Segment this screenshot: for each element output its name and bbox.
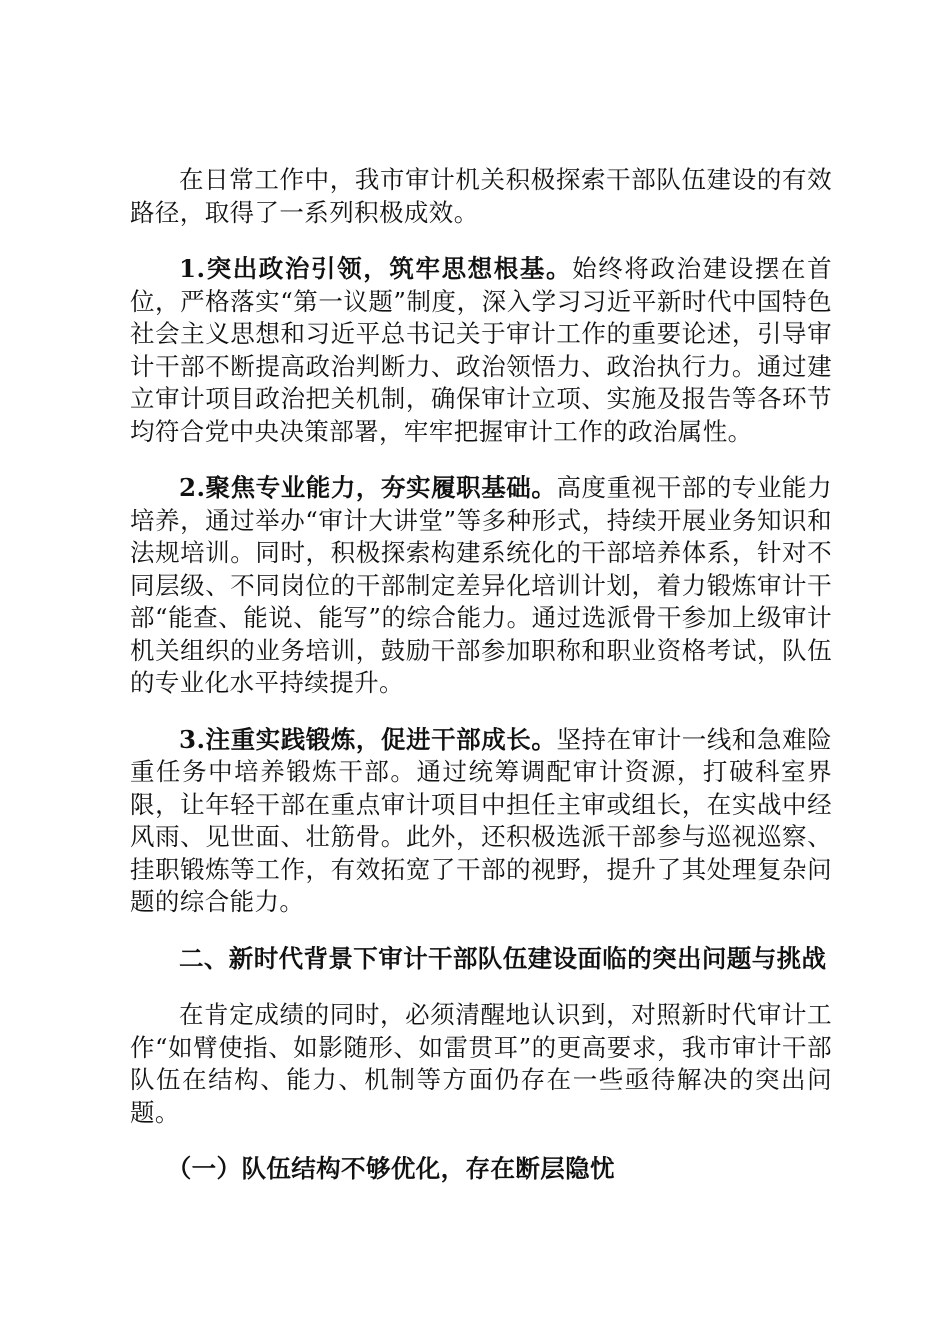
- paragraph-political-leadership: [130, 253, 832, 448]
- paragraph-practice-training: [130, 724, 832, 919]
- subsection-heading: （一）队伍结构不够优化，存在断层隐忧: [166, 1154, 615, 1183]
- section-intro-paragraph: [130, 999, 832, 1129]
- paragraph-lead: 1.突出政治引领，筑牢思想根基。: [179, 254, 573, 283]
- paragraph-body: 坚持在审计一线和急难险重任务中培养锻炼干部。通过统筹调配审计资源，打破科室界限，让年轻干部在重点审计项目中担任主审或组长，在实战中经风雨、见世面、壮筋骨。此外，还积极选派干部参与巡视巡察、挂职锻炼等工作，有效拓宽了干部的视野，提升了其处理复杂问题的综合能力。: [130, 724, 832, 916]
- paragraph-body: 始终将政治建设摆在首位，严格落实“第一议题”制度，深入学习习近平新时代中国特色社会主义思想和习近平总书记关于审计工作的重要论述，引导审计干部不断提高政治判断力、政治领悟力、政治执行力。通过建立审计项目政治把关机制，确保审计立项、实施及报告等各环节均符合党中央决策部署，牢牢把握审计工作的政治属性。: [130, 254, 833, 446]
- paragraph-professional-ability: [130, 472, 832, 700]
- paragraph-lead: 2.聚焦专业能力，夯实履职基础。: [179, 473, 557, 502]
- section-intro-text: 在肯定成绩的同时，必须清醒地认识到，对照新时代审计工作“如臂使指、如影随形、如雷贯耳”的更高要求，我市审计干部队伍在结构、能力、机制等方面仍存在一些亟待解决的突出问题。: [130, 1000, 832, 1127]
- paragraph-body: 高度重视干部的专业能力培养，通过举办“审计大讲堂”等多种形式，持续开展业务知识和法规培训。同时，积极探索构建系统化的干部培养体系，针对不同层级、不同岗位的干部制定差异化培训计划，着力锻炼审计干部“能查、能说、能写”的综合能力。通过选派骨干参加上级审计机关组织的业务培训，鼓励干部参加职称和职业资格考试，队伍的专业化水平持续提升。: [130, 473, 832, 697]
- intro-paragraph: [130, 164, 832, 229]
- section-heading: 二、新时代背景下审计干部队伍建设面临的突出问题与挑战: [179, 943, 827, 973]
- paragraph-lead: 3.注重实践锻炼，促进干部成长。: [179, 724, 557, 754]
- intro-text: 在日常工作中，我市审计机关积极探索干部队伍建设的有效路径，取得了一系列积极成效。: [130, 165, 832, 227]
